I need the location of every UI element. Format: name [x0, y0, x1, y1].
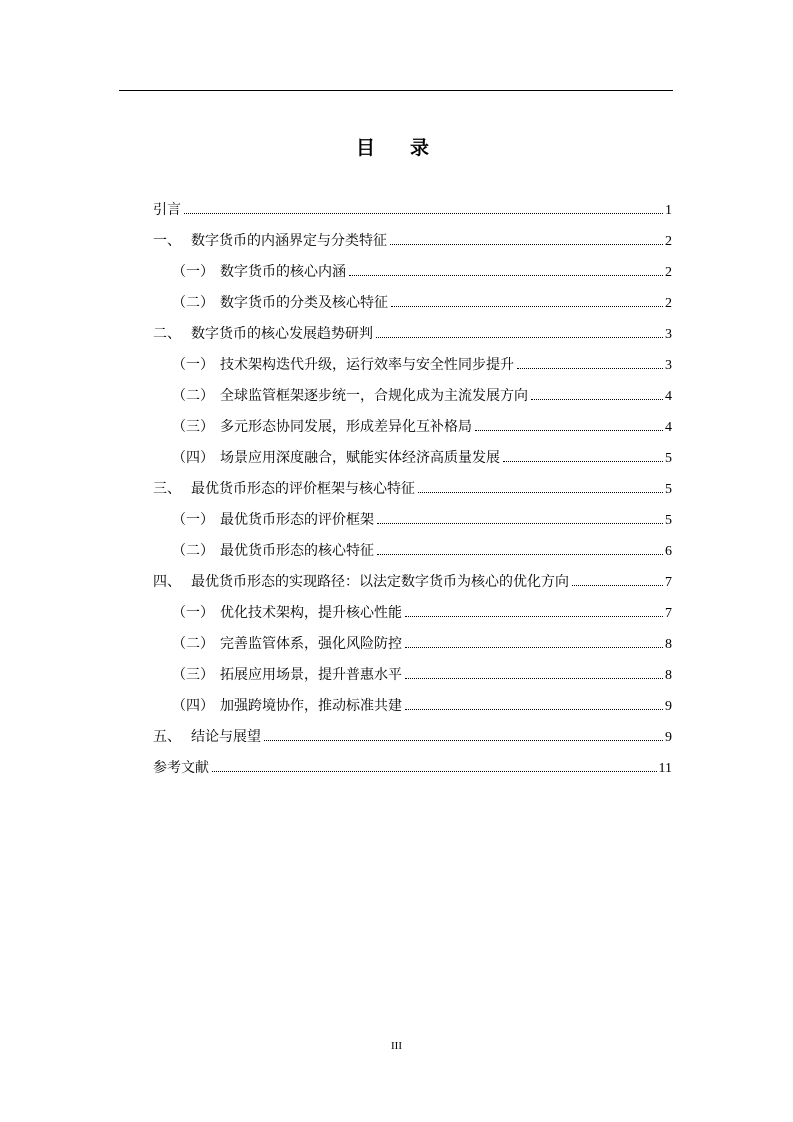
toc-entry-section-2-1[interactable]: [153, 353, 672, 384]
toc-entry-section-4-1[interactable]: [153, 601, 672, 632]
toc-entry-text: 结论与展望: [191, 729, 261, 745]
toc-leader-dots: [377, 523, 663, 524]
toc-entry-chapter-4[interactable]: [153, 570, 672, 601]
toc-page-number: 2: [665, 234, 672, 249]
toc-leader-dots: [405, 647, 663, 648]
page-number-footer: III: [391, 1040, 402, 1052]
toc-entry-section-4-2[interactable]: [153, 632, 672, 663]
toc-entry-number: 二、: [153, 326, 181, 342]
toc-page-number: 4: [665, 420, 672, 435]
toc-leader-dots: [418, 492, 663, 493]
toc-leader-dots: [531, 399, 663, 400]
toc-entry-text: 引言: [153, 202, 181, 218]
toc-page-number: 2: [665, 265, 672, 280]
toc-entry-number: （三）: [172, 419, 214, 435]
toc-entry-number: 四、: [153, 574, 181, 590]
toc-leader-dots: [475, 430, 663, 431]
toc-page-number: 7: [665, 606, 672, 621]
toc-entry-number: （二）: [172, 295, 214, 311]
toc-leader-dots: [405, 678, 663, 679]
toc-entry-number: （一）: [172, 512, 214, 528]
toc-page-number: 5: [665, 482, 672, 497]
toc-entry-text: 最优货币形态的评价框架: [220, 512, 374, 528]
toc-entry-section-4-3[interactable]: [153, 663, 672, 694]
toc-leader-dots: [405, 616, 663, 617]
toc-page-number: 5: [665, 451, 672, 466]
toc-entry-text: 最优货币形态的评价框架与核心特征: [191, 481, 415, 497]
toc-entry-text: 加强跨境协作，推动标准共建: [220, 698, 402, 714]
toc-leader-dots: [377, 554, 663, 555]
toc-leader-dots: [390, 244, 663, 245]
page-title: 目 录: [355, 137, 437, 159]
toc-page-number: 6: [665, 544, 672, 559]
toc-leader-dots: [376, 337, 663, 338]
toc-page-number: 3: [665, 327, 672, 342]
toc-entry-text: 数字货币的内涵界定与分类特征: [191, 233, 387, 249]
toc-leader-dots: [572, 585, 663, 586]
toc-entry-section-3-1[interactable]: [153, 508, 672, 539]
toc-leader-dots: [212, 771, 657, 772]
toc-entry-number: （一）: [172, 605, 214, 621]
toc-leader-dots: [517, 368, 663, 369]
toc-entry-chapter-2[interactable]: [153, 322, 672, 353]
toc-entry-text: 数字货币的分类及核心特征: [220, 295, 388, 311]
toc-entry-chapter-3[interactable]: [153, 477, 672, 508]
toc-leader-dots: [391, 306, 663, 307]
toc-entry-text: 数字货币的核心发展趋势研判: [191, 326, 373, 342]
toc-entry-text: 技术架构迭代升级，运行效率与安全性同步提升: [220, 357, 514, 373]
header-rule: [119, 90, 673, 91]
toc-entry-text: 参考文献: [153, 760, 209, 776]
toc-entry-number: 一、: [153, 233, 181, 249]
toc-entry-references[interactable]: [153, 756, 672, 787]
toc-leader-dots: [349, 275, 663, 276]
toc-entry-number: （三）: [172, 667, 214, 683]
toc-entry-text: 多元形态协同发展，形成差异化互补格局: [220, 419, 472, 435]
toc-page-number: 9: [665, 699, 672, 714]
toc-entry-section-1-2[interactable]: [153, 291, 672, 322]
toc-leader-dots: [264, 740, 663, 741]
toc-entry-section-2-3[interactable]: [153, 415, 672, 446]
toc-entry-text: 最优货币形态的实现路径：以法定数字货币为核心的优化方向: [191, 574, 569, 590]
toc-entry-number: （一）: [172, 264, 214, 280]
toc-page-number: 8: [665, 637, 672, 652]
toc-page-number: 4: [665, 389, 672, 404]
toc-entry-number: （四）: [172, 698, 214, 714]
toc-page-number: 7: [665, 575, 672, 590]
toc-entry-text: 场景应用深度融合，赋能实体经济高质量发展: [220, 450, 500, 466]
toc-entry-chapter-1[interactable]: [153, 229, 672, 260]
toc-page-number: 11: [658, 761, 672, 776]
toc-entry-number: 五、: [153, 729, 181, 745]
toc-leader-dots: [503, 461, 663, 462]
toc-entry-section-4-4[interactable]: [153, 694, 672, 725]
toc-entry-section-2-2[interactable]: [153, 384, 672, 415]
toc-entry-text: 全球监管框架逐步统一，合规化成为主流发展方向: [220, 388, 528, 404]
toc-page-number: 2: [665, 296, 672, 311]
toc-page-number: 1: [665, 203, 672, 218]
toc-entry-section-1-1[interactable]: [153, 260, 672, 291]
toc-entry-chapter-5[interactable]: [153, 725, 672, 756]
toc-entry-text: 完善监管体系，强化风险防控: [220, 636, 402, 652]
toc-entry-text: 拓展应用场景，提升普惠水平: [220, 667, 402, 683]
toc-entry-section-2-4[interactable]: [153, 446, 672, 477]
toc-entry-number: 三、: [153, 481, 181, 497]
toc-entry-text: 优化技术架构，提升核心性能: [220, 605, 402, 621]
toc-entry-text: 最优货币形态的核心特征: [220, 543, 374, 559]
toc-leader-dots: [184, 213, 663, 214]
toc-entry-number: （二）: [172, 388, 214, 404]
toc-page-number: 9: [665, 730, 672, 745]
toc-entry-section-3-2[interactable]: [153, 539, 672, 570]
toc-entry-number: （二）: [172, 543, 214, 559]
table-of-contents: [153, 198, 672, 787]
toc-entry-text: 数字货币的核心内涵: [220, 264, 346, 280]
toc-entry-number: （二）: [172, 636, 214, 652]
toc-leader-dots: [405, 709, 663, 710]
toc-entry-introduction[interactable]: [153, 198, 672, 229]
toc-page-number: 5: [665, 513, 672, 528]
toc-page-number: 3: [665, 358, 672, 373]
toc-entry-number: （四）: [172, 450, 214, 466]
toc-entry-number: （一）: [172, 357, 214, 373]
toc-page-number: 8: [665, 668, 672, 683]
